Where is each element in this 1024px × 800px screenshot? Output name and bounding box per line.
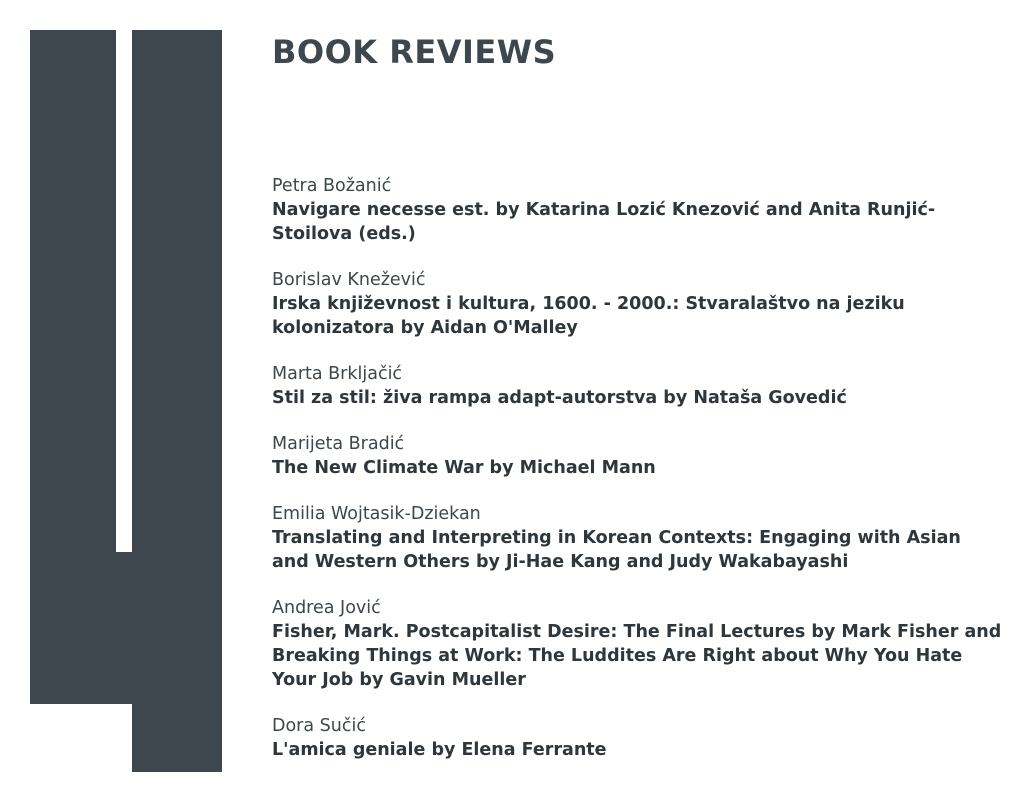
review-entry (272, 268, 1002, 340)
review-title: The New Climate War by Michael Mann (272, 458, 656, 478)
reviewer-name: Emilia Wojtasik-Dziekan (272, 504, 481, 524)
review-title: Stil za stil: živa rampa adapt-autorstva by Nataša Govedić (272, 388, 847, 408)
review-title: Fisher, Mark. Postcapitalist Desire: The Final Lectures by Mark Fisher and Breaking Things at Work: The Luddites Are Right about Why You Hate Your Job by Gavin Mueller (272, 622, 1002, 690)
review-entry (272, 432, 1002, 480)
section-number-4-graphic-stem (132, 30, 222, 772)
reviewer-name: Petra Božanić (272, 176, 392, 196)
review-entry (272, 714, 1002, 762)
page-title: BOOK REVIEWS (272, 33, 557, 71)
reviewer-name: Dora Sučić (272, 716, 366, 736)
review-title: Translating and Interpreting in Korean Contexts: Engaging with Asian and Western Others by Ji-Hae Kang and Judy Wakabayashi (272, 528, 961, 572)
reviewer-name: Marta Brkljačić (272, 364, 403, 384)
review-entry (272, 362, 1002, 410)
review-entry (272, 596, 1002, 692)
reviewer-name: Borislav Knežević (272, 270, 426, 290)
reviewer-name: Marijeta Bradić (272, 434, 405, 454)
review-entry (272, 502, 1002, 574)
review-entry (272, 174, 1002, 246)
review-title: Irska književnost i kultura, 1600. - 2000.: Stvaralaštvo na jeziku kolonizatora by Aidan O'Malley (272, 294, 905, 338)
reviews-list (272, 174, 1002, 784)
review-title: Navigare necesse est. by Katarina Lozić Knezović and Anita Runjić-Stoilova (eds.) (272, 200, 936, 244)
section-number-4-graphic-bridge (116, 552, 132, 704)
review-title: L'amica geniale by Elena Ferrante (272, 740, 607, 760)
reviewer-name: Andrea Jović (272, 598, 381, 618)
section-number-4-graphic (30, 30, 116, 704)
